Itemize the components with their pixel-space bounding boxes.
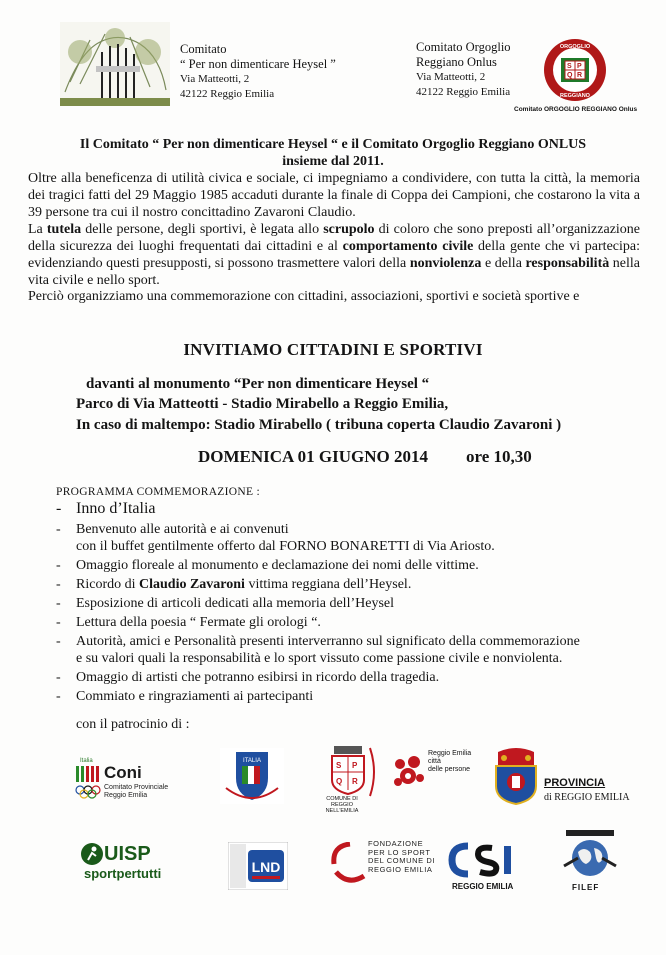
svg-text:P: P xyxy=(577,63,582,70)
program-item-text: Commiato e ringraziamenti ai partecipanti xyxy=(76,689,314,704)
text: della gente che vi partecipa: evidenziando questi presupposti, si possono trasmettere valori della xyxy=(28,239,640,271)
fondazione-line: PER LO SPORT xyxy=(368,847,431,857)
text-bold: tutela xyxy=(46,222,82,237)
reggio-city-people-icon xyxy=(392,754,426,792)
coni-italia-label: Italia xyxy=(80,758,93,764)
program-item-text: Autorità, amici e Personalità presenti interverranno sul significato della commemorazione xyxy=(76,634,580,649)
paragraph-protection xyxy=(28,221,640,289)
address-line: 42122 Reggio Emilia xyxy=(416,86,511,98)
comune-caption-line: COMUNE DI xyxy=(326,796,358,802)
svg-text:S: S xyxy=(567,63,572,70)
dash: - xyxy=(56,689,61,704)
provincia-name: PROVINCIA xyxy=(544,777,606,789)
program-item-text: Omaggio di artisti che potranno esibirsi in ricordo della tragedia. xyxy=(76,670,440,685)
invite-heading: INVITIAMO CITTADINI E SPORTIVI xyxy=(183,340,483,359)
filef-globe-icon xyxy=(562,830,618,882)
text: nella vita civile e nello sport. xyxy=(28,256,640,288)
dash: - xyxy=(56,558,61,573)
figc-sgs-logo xyxy=(220,748,284,804)
program-item-continuation: e su valori quali la responsabilità e lo sport vissuto come passione civile e nonviolenta. xyxy=(76,651,563,666)
fondazione-line: FONDAZIONE xyxy=(368,839,424,848)
coni-name: Coni xyxy=(104,763,142,782)
svg-text:S: S xyxy=(336,761,342,770)
location-line: In caso di maltempo: Stadio Mirabello ( tribuna coperta Claudio Zavaroni ) xyxy=(76,417,562,433)
svg-text:R: R xyxy=(577,72,583,79)
heysel-monument-logo xyxy=(60,22,170,106)
svg-text:REGGIANO: REGGIANO xyxy=(560,93,590,99)
orgoglio-caption: Comitato ORGOGLIO REGGIANO Onlus xyxy=(514,106,638,113)
text-bold: scrupolo xyxy=(323,222,375,237)
svg-text:R: R xyxy=(352,777,358,786)
location-line: Parco di Via Matteotti - Stadio Mirabello a Reggio Emilia, xyxy=(76,396,449,412)
intro-title xyxy=(28,136,638,170)
provincia-crest-icon xyxy=(490,746,542,806)
location-line: davanti al monumento “Per non dimenticare Heysel “ xyxy=(86,376,430,392)
lnd-logo xyxy=(228,842,288,890)
committee-heysel-address xyxy=(180,42,336,102)
program-item-continuation: con il buffet gentilmente offerto dal FORNO BONARETTI di Via Ariosto. xyxy=(76,539,495,554)
text: di coloro che sono preposti all’organizzazione della sicurezza dei luoghi frequentati dai cittadini e al xyxy=(28,222,641,254)
text: La xyxy=(28,222,47,237)
dash: - xyxy=(56,500,62,517)
dash: - xyxy=(56,670,61,685)
address-line: “ Per non dimenticare Heysel ” xyxy=(180,57,336,71)
figc-label: ITALIA xyxy=(243,758,261,764)
coni-subtitle-line: Comitato Provinciale xyxy=(104,784,169,791)
address-line: Via Matteotti, 2 xyxy=(180,73,250,85)
program-item-text: Esposizione di articoli dedicati alla memoria dell’Heysel xyxy=(76,596,395,611)
uisp-subtitle: sportpertutti xyxy=(84,866,162,881)
text-bold: nonviolenza xyxy=(409,256,482,271)
committee-orgoglio-address xyxy=(416,40,511,100)
svg-text:ORGOGLIO: ORGOGLIO xyxy=(559,44,591,50)
text-bold: comportamento civile xyxy=(342,239,474,254)
dash: - xyxy=(56,615,61,630)
coni-subtitle xyxy=(104,784,168,800)
orgoglio-reggiano-logo xyxy=(543,38,607,102)
address-line: Via Matteotti, 2 xyxy=(416,71,486,83)
reggio-city-line: Reggio Emilia xyxy=(428,750,472,757)
reggio-city-line: delle persone xyxy=(428,766,471,773)
text: Ricordo di xyxy=(76,577,139,592)
paragraph-memory: Oltre alla beneficenza di utilità civica e sociale, ci impegniamo a condividere, con tutta la città, la memoria dei tragici fatti del 29 Maggio 1985 accaduti durante la finale di Coppa dei Campioni, che costarono la vita a 39 persone tra cui il nostro concittadino Zavaroni Claudio. xyxy=(28,171,640,220)
csi-caption: REGGIO EMILIA xyxy=(452,882,514,891)
comune-reggio-crest-icon xyxy=(320,744,376,798)
provincia-subtitle: di REGGIO EMILIA xyxy=(544,792,630,803)
program-item-text: Inno d’Italia xyxy=(76,500,156,517)
reggio-city-line: città xyxy=(428,758,441,765)
dash: - xyxy=(56,596,61,611)
intro-title-line: insieme dal 2011. xyxy=(282,154,384,169)
dash: - xyxy=(56,634,61,649)
csi-logo-icon xyxy=(448,840,518,880)
program-item-text: Lettura della poesia “ Fermate gli orologi “. xyxy=(76,615,321,630)
program-title: PROGRAMMA COMMEMORAZIONE : xyxy=(56,486,260,498)
svg-text:P: P xyxy=(352,761,358,770)
fondazione-line: DEL COMUNE DI xyxy=(368,856,436,865)
comune-caption xyxy=(316,796,368,814)
reggio-city-caption xyxy=(428,750,471,774)
comune-caption-line: REGGIO NELL'EMILIA xyxy=(325,802,359,814)
dash: - xyxy=(56,522,61,537)
program-item-text: Omaggio floreale al monumento e declamazione dei nomi delle vittime. xyxy=(76,558,479,573)
svg-text:Q: Q xyxy=(567,72,573,79)
coni-subtitle-line: Reggio Emilia xyxy=(104,792,148,799)
paragraph-organize: Perciò organizziamo una commemorazione con cittadini, associazioni, sportivi e società sportive e xyxy=(28,289,580,304)
filef-caption: FILEF xyxy=(572,883,600,892)
dash: - xyxy=(56,577,61,592)
text: e della xyxy=(481,256,526,271)
event-date: DOMENICA 01 GIUGNO 2014 xyxy=(198,447,428,466)
address-line: Comitato xyxy=(180,42,227,56)
address-line: Reggiano Onlus xyxy=(416,55,497,69)
svg-text:Q: Q xyxy=(336,777,343,786)
text: vittima reggiana dell’Heysel. xyxy=(244,577,412,592)
patronage-label: con il patrocinio di : xyxy=(76,717,190,732)
uisp-runner-icon xyxy=(80,842,104,866)
intro-title-line: Il Comitato “ Per non dimenticare Heysel “ e il Comitato Orgoglio Reggiano ONLUS xyxy=(79,137,587,152)
coni-logo-icon xyxy=(74,764,102,800)
fondazione-sport-icon xyxy=(328,842,368,886)
lnd-text: LND xyxy=(251,859,281,875)
fondazione-line: REGGIO EMILIA xyxy=(368,864,433,874)
fondazione-caption xyxy=(368,840,435,874)
program-item-text xyxy=(76,576,411,593)
program-item-text: Benvenuto alle autorità e ai convenuti xyxy=(76,522,289,537)
uisp-name: UISP xyxy=(104,843,151,865)
address-line: 42122 Reggio Emilia xyxy=(180,88,275,100)
text-bold: responsabilità xyxy=(525,256,610,271)
text: delle persone, degli sportivi, è legata allo xyxy=(81,222,324,237)
address-line: Comitato Orgoglio xyxy=(416,40,511,54)
text-bold: Claudio Zavaroni xyxy=(139,577,245,592)
event-time: ore 10,30 xyxy=(466,447,532,466)
